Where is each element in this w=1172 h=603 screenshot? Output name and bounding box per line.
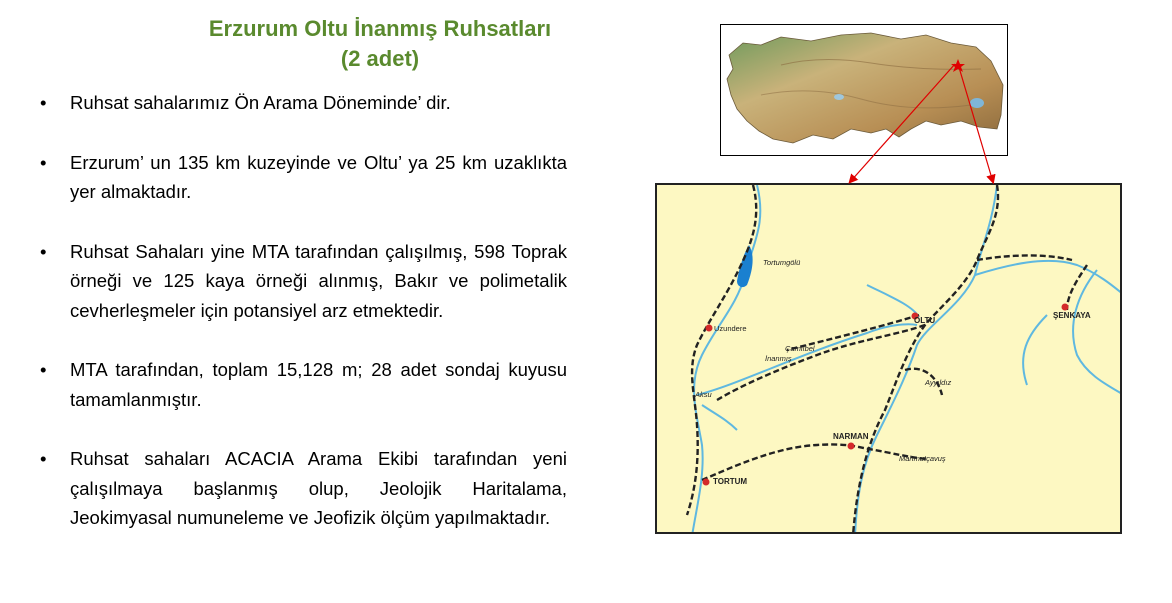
turkey-relief-map bbox=[721, 25, 1008, 156]
bullet-dot: • bbox=[40, 448, 47, 469]
bullet-text: Ruhsat sahaları ACACIA Arama Ekibi tarafından yeni çalışılmaya başlanmış olup, Jeolojik Haritalama, Jeokimyasal numuneleme ve Jeofizik ölçüm yapılmaktadır. bbox=[70, 448, 567, 528]
label-narman: NARMAN bbox=[833, 432, 869, 441]
label-camlibel: Çamlıbel bbox=[785, 344, 815, 353]
bullet-item bbox=[40, 237, 567, 326]
bullet-item bbox=[40, 444, 567, 533]
bullet-text: Ruhsat Sahaları yine MTA tarafından çalışılmış, 598 Toprak örneği ve 125 kaya örneği alınmış, Bakır ve polimetalik cevherleşmeler için potansiyel arz etmektedir. bbox=[70, 240, 567, 321]
town-marker-senkaya bbox=[1062, 304, 1069, 311]
bullet-list bbox=[40, 88, 567, 563]
oltu-region-map bbox=[655, 183, 1122, 534]
bullet-dot: • bbox=[40, 240, 47, 262]
label-uzundere: Uzundere bbox=[714, 324, 747, 333]
label-mahmutcavus: Mahmutçavuş bbox=[899, 454, 946, 463]
label-inanmis: İnanmış bbox=[765, 354, 792, 363]
lake-tuz bbox=[834, 94, 844, 100]
bullet-text: Erzurum’ un 135 km kuzeyinde ve Oltu’ ya 25 km uzaklıkta yer almaktadır. bbox=[70, 151, 567, 202]
turkey-shape bbox=[727, 33, 1003, 143]
bullet-text: MTA tarafından, toplam 15,128 m; 28 adet sondaj kuyusu tamamlanmıştır. bbox=[70, 359, 567, 410]
region-map-svg bbox=[657, 185, 1122, 534]
lake-van bbox=[970, 98, 984, 108]
bullet-text: Ruhsat sahalarımız Ön Arama Döneminde’ dir. bbox=[70, 92, 451, 113]
bullet-dot: • bbox=[40, 359, 47, 380]
town-marker-narman bbox=[848, 443, 855, 450]
title-line-2: (2 adet) bbox=[340, 46, 420, 71]
label-ayyildiz: Ayyıldız bbox=[925, 378, 952, 387]
town-marker-uzundere bbox=[706, 325, 713, 332]
bullet-item bbox=[40, 355, 567, 414]
label-oltu: OLTU bbox=[914, 316, 936, 325]
page-title bbox=[200, 14, 560, 74]
label-senkaya: ŞENKAYA bbox=[1053, 311, 1091, 320]
bullet-dot: • bbox=[40, 151, 47, 173]
town-marker-tortum bbox=[703, 479, 710, 486]
rivers bbox=[692, 185, 1122, 534]
bullet-item bbox=[40, 88, 567, 118]
label-tortum: TORTUM bbox=[713, 477, 748, 486]
bullet-item bbox=[40, 148, 567, 207]
label-aksu: Aksu bbox=[695, 390, 712, 399]
label-tortumgolu: Tortumgölü bbox=[763, 258, 801, 267]
title-line-1: Erzurum Oltu İnanmış Ruhsatları bbox=[208, 16, 552, 41]
bullet-dot: • bbox=[40, 92, 47, 113]
turkey-locator-map bbox=[720, 24, 1008, 156]
